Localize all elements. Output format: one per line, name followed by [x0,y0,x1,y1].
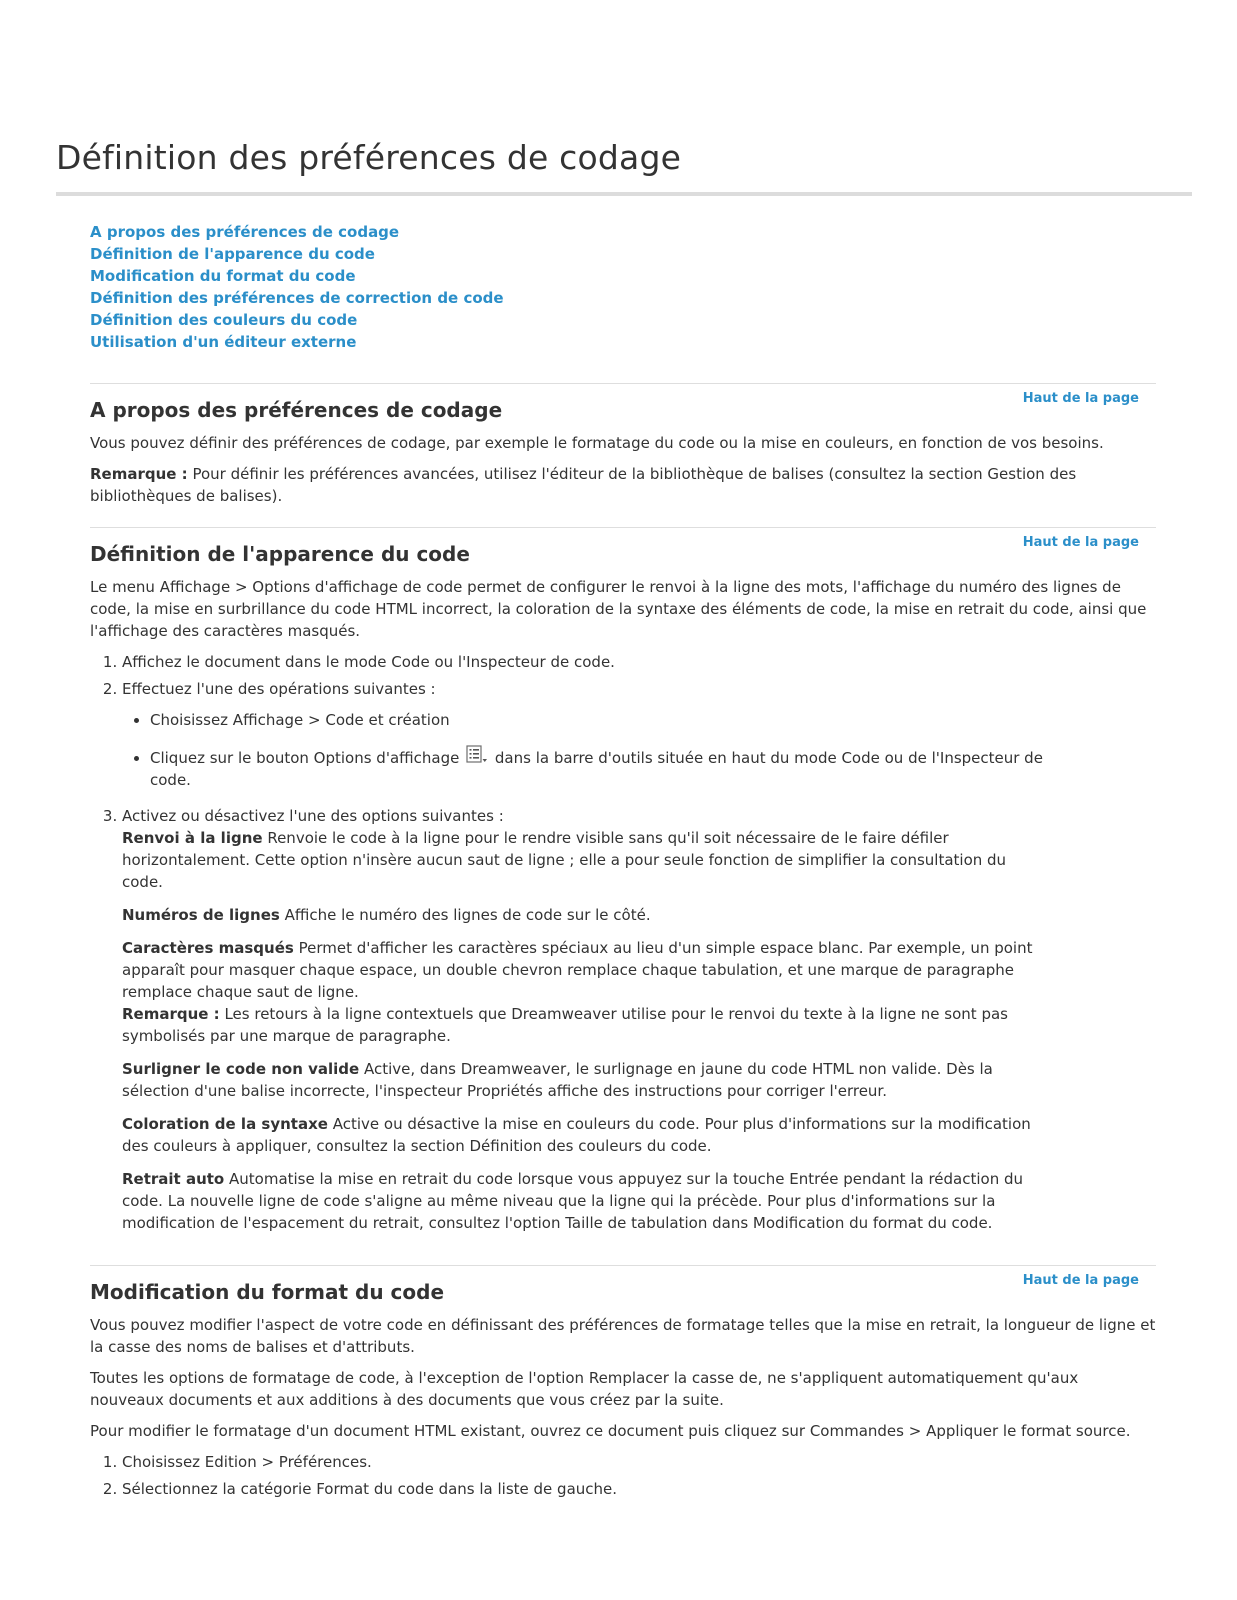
note [90,463,1156,507]
step-item [122,1451,1156,1473]
note-text: Pour définir les préférences avancées, utilisez l'éditeur de la bibliothèque de balises (consultez la section Gestion des bibliothèques de balises). [90,465,1077,505]
sub-item-text: dans la barre d'outils située en haut du mode Code ou de l'Inspecteur de code. [150,749,1043,789]
note-text: Les retours à la ligne contextuels que Dreamweaver utilise pour le renvoi du texte à la ligne ne sont pas symbolisés par une marque de paragraphe. [122,1005,1008,1045]
toc-item [90,287,504,309]
section-heading: Modification du format du code [90,1280,445,1304]
toc-link-correction[interactable]: Définition des préférences de correction de code [90,289,504,307]
sub-item-text: Choisissez Affichage > Code et création [150,711,450,729]
step-item [122,1478,1156,1500]
paragraph: Vous pouvez modifier l'aspect de votre code en définissant des préférences de formatage telles que la mise en retrait, la longueur de ligne et la casse des noms de balises et d'attributs. [90,1316,1156,1356]
title-divider [56,192,1192,196]
toc-link-about[interactable]: A propos des préférences de codage [90,223,400,241]
main-content [90,383,1156,1505]
paragraph: Le menu Affichage > Options d'affichage de code permet de configurer le renvoi à la ligne des mots, l'affichage du numéro des lignes de code, la mise en surbrillance du code HTML incorrect, la coloration de la syntaxe des éléments de code, la mise en retrait du code, ainsi que l'affichage des caractères masqués. [90,578,1147,640]
table-of-contents [90,221,504,353]
step-text: Sélectionnez la catégorie Format du code dans la liste de gauche. [122,1480,618,1498]
step-text: Activez ou désactivez l'une des options suivantes : [122,807,504,825]
toc-link-appearance[interactable]: Définition de l'apparence du code [90,245,375,263]
option-term: Caractères masqués [122,939,294,957]
view-options-icon [466,745,488,765]
toc-item [90,331,504,353]
toc-item [90,265,504,287]
option-desc: Active ou désactive la mise en couleurs du code. Pour plus d'informations sur la modification des couleurs à appliquer, consultez la section Définition des couleurs du code. [122,1115,1031,1155]
note-label: Remarque : [90,465,188,483]
sub-list [122,709,1046,791]
steps-list [90,1451,1156,1500]
step-item [122,805,1156,1234]
option-highlight-invalid [122,1058,1046,1102]
back-to-top-link[interactable]: Haut de la page [1022,1273,1139,1288]
toc-link-external-editor[interactable]: Utilisation d'un éditeur externe [90,333,357,351]
option-term: Coloration de la syntaxe [122,1115,328,1133]
option-hidden-characters [122,937,1046,1047]
step-item [122,651,1156,673]
option-term: Numéros de lignes [122,906,280,924]
paragraph: Toutes les options de formatage de code, à l'exception de l'option Remplacer la casse de, ne s'appliquent automatiquement qu'aux nouveaux documents et aux additions à des documents que vous créez par la suite. [90,1369,1079,1409]
option-term: Retrait auto [122,1170,225,1188]
option-desc: Active, dans Dreamweaver, le surlignage en jaune du code HTML non valide. Dès la sélection d'une balise incorrecte, l'inspecteur Propriétés affiche des instructions pour corriger l'erreur. [122,1060,993,1100]
back-to-top-link[interactable]: Haut de la page [1022,391,1139,406]
option-line-numbers [122,904,1046,926]
step-item [122,678,1156,791]
toc-link-format[interactable]: Modification du format du code [90,267,356,285]
option-desc: Permet d'afficher les caractères spéciaux au lieu d'un simple espace blanc. Par exemple, un point apparaît pour masquer chaque espace, un double chevron remplace chaque tabulation, et une marque de paragraphe remplace chaque saut de ligne. [122,939,1033,1001]
sub-item [150,745,1046,791]
section-appearance [90,527,1156,1234]
option-desc: Automatise la mise en retrait du code lorsque vous appuyez sur la touche Entrée pendant la rédaction du code. La nouvelle ligne de code s'aligne au même niveau que la ligne qui la précède. Pour plus d'informations sur la modification de l'espacement du retrait, consultez l'option Taille de tabulation dans Modification du format du code. [122,1170,1023,1232]
option-word-wrap [122,827,1046,893]
step-text: Choisissez Edition > Préférences. [122,1453,372,1471]
sub-item-text: Cliquez sur le bouton Options d'affichage [150,749,465,767]
step-text: Effectuez l'une des opérations suivantes : [122,680,436,698]
paragraph: Pour modifier le formatage d'un document HTML existant, ouvrez ce document puis cliquez sur Commandes > Appliquer le format source. [90,1422,1131,1440]
toc-item [90,309,504,331]
note [122,1003,1046,1047]
option-desc: Renvoie le code à la ligne pour le rendre visible sans qu'il soit nécessaire de le faire défiler horizontalement. Cette option n'insère aucun saut de ligne ; elle a pour seule fonction de simplifier la consultation du code. [122,829,1007,891]
toc-item [90,243,504,265]
page-title: Définition des préférences de codage [56,138,682,177]
step-text: Affichez le document dans le mode Code ou l'Inspecteur de code. [122,653,615,671]
option-term: Renvoi à la ligne [122,829,263,847]
section-about [90,383,1156,507]
steps-list [90,651,1156,1234]
back-to-top-link[interactable]: Haut de la page [1022,535,1139,550]
option-syntax-coloring [122,1113,1046,1157]
paragraph: Vous pouvez définir des préférences de codage, par exemple le formatage du code ou la mise en couleurs, en fonction de vos besoins. [90,434,1104,452]
sub-item [150,709,1046,731]
section-code-format [90,1265,1156,1500]
option-term: Surligner le code non valide [122,1060,360,1078]
note-label: Remarque : [122,1005,220,1023]
option-desc: Affiche le numéro des lignes de code sur le côté. [279,906,651,924]
toc-item [90,221,504,243]
section-heading: Définition de l'apparence du code [90,542,470,566]
option-auto-indent [122,1168,1046,1234]
section-heading: A propos des préférences de codage [90,398,503,422]
toc-link-colors[interactable]: Définition des couleurs du code [90,311,358,329]
